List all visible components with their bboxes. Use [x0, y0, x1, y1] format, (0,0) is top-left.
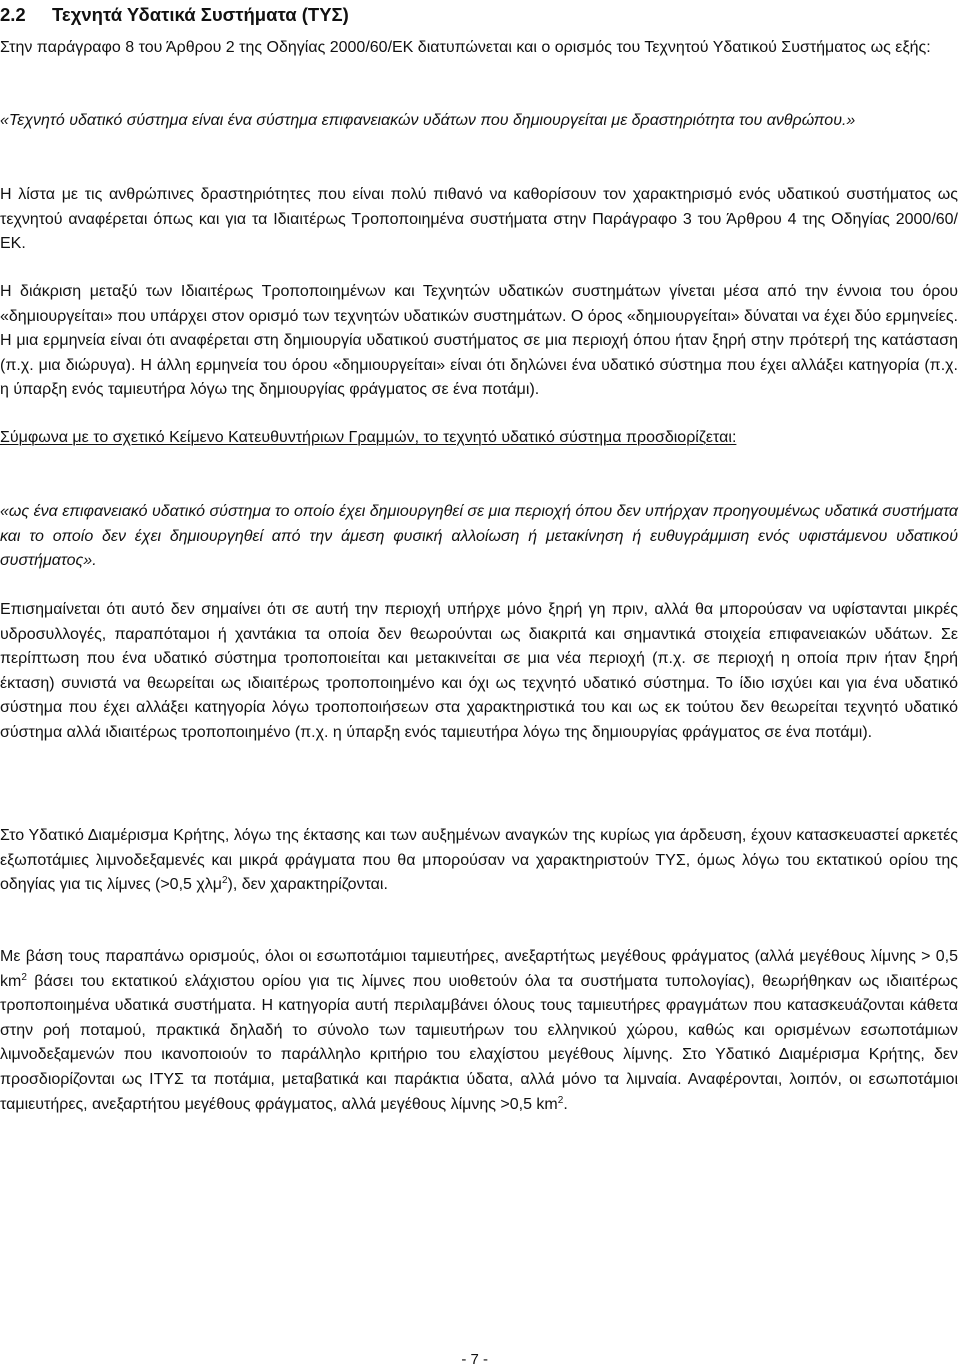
paragraph-definition-intro: Στην παράγραφο 8 του Άρθρου 2 της Οδηγίας 2000/60/ΕΚ διατυπώνεται και ο ορισμός του Τεχνητού Υδατικού Συστήματος ως εξής:	[0, 39, 931, 56]
paragraph-reservoirs-text-2: βάσει του εκτατικού ελάχιστου ορίου για τις λίμνες που υιοθετούν όλα τα συστήματα τυπολογίας), θεωρήθηκαν ως ιδιαιτέρως τροποποιημένα υδατικά συστήματα. Η κατηγορία αυτή περιλαμβάνει όλους τους ταμιευτήρες φραγμάτων που κατασκευάζονται κάθετα στην ροή ποταμού, πρακτικά δηλαδή το σύνολο των ταμιευτήρων του ελληνικού χώρου, καθώς και ορισμένων εσωποτάμιων λιμνοδεξαμενών που ικανοποιούν το παράλληλο κριτήριο του ελαχίστου μεγέθους λίμνης. Στο Υδατικό Διαμέρισμα Κρήτης, δεν προσδιορίζονται ως ΙΤΥΣ τα ποτάμια, μεταβατικά και παράκτια ύδατα, αλλά μόνο τα λιμναία. Αναφέρονται, λοιπόν, οι εσωποτάμιοι ταμιευτήρες, ανεξαρτήτου μεγέθους φράγματος, αλλά μεγέθους λίμνης >0,5 km	[0, 972, 958, 1113]
paragraph-reservoirs-text-3: .	[563, 1095, 568, 1113]
superscript-2: 2	[221, 875, 228, 887]
paragraph-reservoirs-text-1: Με βάση τους παραπάνω ορισμούς, όλοι οι εσωποτάμιοι ταμιευτήρες, ανεξαρτήτως μεγέθους φράγματος (αλλά μεγέθους λίμνης > 0,5 km	[0, 948, 958, 990]
paragraph-guidance-document: Σύμφωνα με το σχετικό Κείμενο Κατευθυντήριων Γραμμών, το τεχνητό υδατικό σύστημα προσδιορίζεται:	[0, 429, 737, 446]
paragraph-human-activities: Η λίστα με τις ανθρώπινες δραστηριότητες που είναι πολύ πιθανό να καθορίσουν τον χαρακτηρισμό ενός υδατικού συστήματος ως τεχνητού αναφέρεται όπως και για τα Ιδιαιτέρως Τροποποιημένα συστήματα στην Παράγραφο 3 του Άρθρου 4 της Οδηγίας 2000/60/ΕΚ.	[0, 186, 958, 253]
quote-definition: «Τεχνητό υδατικό σύστημα είναι ένα σύστημα επιφανειακών υδάτων που δημιουργείται με δραστηριότητα του ανθρώπου.»	[0, 112, 856, 129]
page-number: - 7 -	[461, 1351, 488, 1368]
superscript-2: 2	[557, 1094, 564, 1106]
quote-guidance-definition: «ως ένα επιφανειακό υδατικό σύστημα το οποίο έχει δημιουργηθεί σε μια περιοχή όπου δεν υπήρχαν προηγουμένως υδατικά συστήματα και το οποίο δεν έχει δημιουργηθεί από την άμεση φυσική αλλοίωση ή μετακίνηση ή ευθυγράμμιση ενός υφιστάμενου υδατικού συστήματος».	[0, 503, 958, 570]
paragraph-clarification: Επισημαίνεται ότι αυτό δεν σημαίνει ότι σε αυτή την περιοχή υπήρχε μόνο ξηρή γη πριν, αλλά θα μπορούσαν να υφίστανται μικρές υδροσυλλογές, παραπόταμοι ή χαντάκια τα οποία δεν θεωρούνται ως διακριτά και σημαντικά στοιχεία επιφανειακών υδάτων. Σε περίπτωση που ένα υδατικό σύστημα τροποποιείται και μετακινείται σε μια νέα περιοχή (π.χ. σε περιοχή η οποία πριν ήταν ξηρή έκταση) συνιστά να θεωρείται ως ιδιαιτέρως τροποποιημένο και όχι ως τεχνητό υδατικό σύστημα. Το ίδιο ισχύει και για ένα υδατικό σύστημα που έχει αλλάξει κατηγορία λόγω τροποποιήσεων στα χαρακτηριστικά του και ως εκ τούτου δεν θεωρείται τεχνητό υδατικό σύστημα αλλά ιδιαιτέρως τροποποιημένο (π.χ. η ύπαρξη ενός ταμιευτήρα λόγω της δημιουργίας φράγματος σε ένα ποτάμι).	[0, 601, 958, 741]
paragraph-crete-reservoirs	[0, 824, 958, 898]
section-number: 2.2	[0, 4, 26, 25]
paragraph-crete-text-1: Στο Υδατικό Διαμέρισμα Κρήτης, λόγω της έκτασης και των αυξημένων αναγκών της κυρίως για άρδευση, έχουν κατασκευαστεί αρκετές εξωποτάμιες λιμνοδεξαμενές και μικρά φράγματα που θα μπορούσαν να χαρακτηριστούν ΤΥΣ, όμως λόγω του εκτατικού ορίου της οδηγίας για τις λίμνες (>0,5 χλμ	[0, 827, 958, 894]
section-title: Τεχνητά Υδατικά Συστήματα (ΤΥΣ)	[52, 4, 349, 25]
paragraph-in-river-reservoirs	[0, 945, 958, 1117]
paragraph-crete-text-2: ), δεν χαρακτηρίζονται.	[227, 876, 388, 894]
superscript-2: 2	[21, 971, 27, 983]
paragraph-distinction: Η διάκριση μεταξύ των Ιδιαιτέρως Τροποποιημένων και Τεχνητών υδατικών συστημάτων γίνεται μέσα από την έννοια του όρου «δημιουργείται» που υπάρχει στον ορισμό των τεχνητών υδατικών συστημάτων. Ο όρος «δημιουργείται» δύναται να έχει δύο ερμηνείες. Η μια ερμηνεία είναι ότι αναφέρεται στη δημιουργία υδατικού συστήματος σε μια περιοχή όπου ήταν ξηρή στην πρότερή της κατάσταση (π.χ. μια διώρυγα). Η άλλη ερμηνεία του όρου «δημιουργείται» είναι ότι δηλώνει ένα υδατικό σύστημα που έχει αλλάξει κατηγορία (π.χ. η ύπαρξη ενός ταμιευτήρα λόγω της δημιουργίας φράγματος σε ένα ποτάμι).	[0, 283, 958, 399]
section-heading	[0, 0, 960, 30]
